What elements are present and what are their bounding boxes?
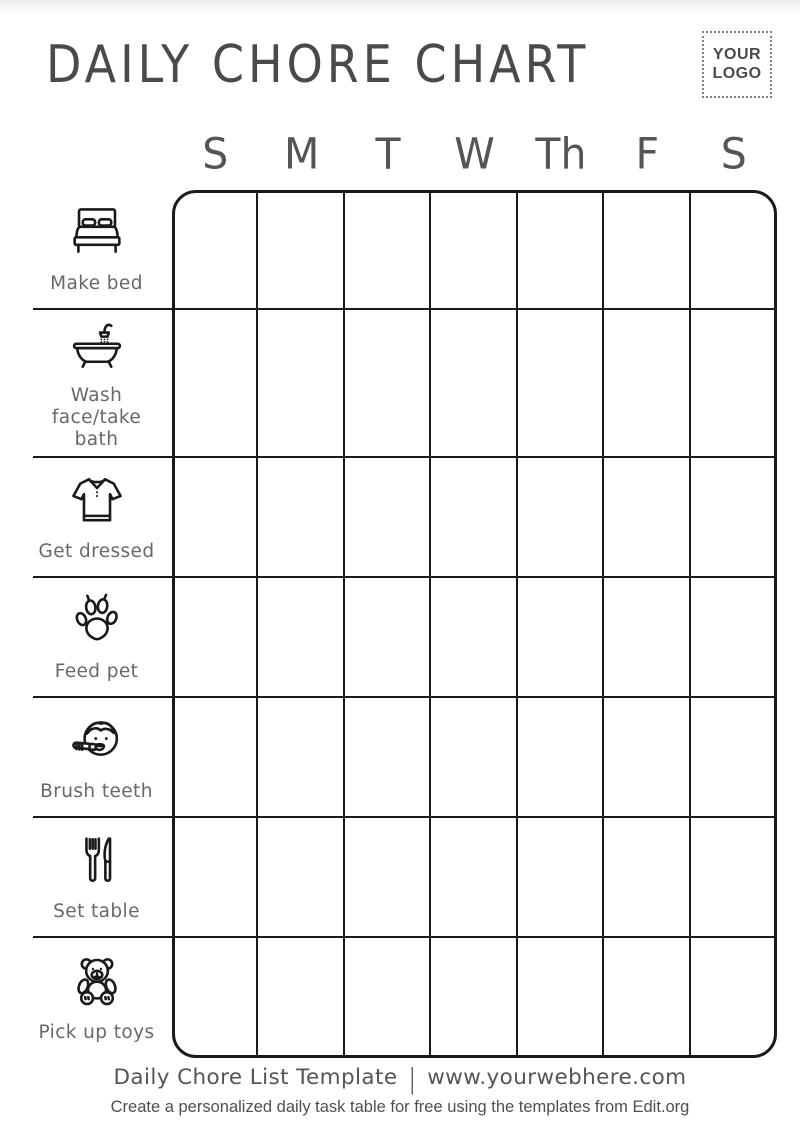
chore-table	[33, 190, 777, 1058]
chore-cell[interactable]	[345, 578, 431, 698]
chore-cell[interactable]	[518, 578, 604, 698]
chore-cell[interactable]	[172, 190, 258, 310]
chore-cell[interactable]	[172, 578, 258, 698]
chore-cell[interactable]	[604, 698, 690, 818]
day-header-2: M	[283, 128, 320, 180]
chore-cell[interactable]	[518, 190, 604, 310]
day-header-3: T	[375, 128, 401, 180]
chore-cell[interactable]	[345, 938, 431, 1058]
chore-row-label	[33, 698, 172, 818]
chore-cell[interactable]	[431, 698, 517, 818]
chore-cell[interactable]	[518, 310, 604, 458]
chore-cell[interactable]	[172, 818, 258, 938]
footer-tagline: Create a personalized daily task table for free using the templates from Edit.org	[110, 1098, 690, 1116]
day-header-1: S	[202, 128, 229, 180]
chore-label: Set table	[53, 900, 140, 922]
days-header	[172, 124, 777, 184]
chore-cell[interactable]	[345, 310, 431, 458]
logo-placeholder[interactable]	[702, 31, 772, 98]
chore-label: Get dressed	[38, 540, 155, 562]
chore-label: Wash face/take bath	[51, 384, 142, 450]
footer-credit	[0, 1062, 800, 1095]
bed-icon	[66, 202, 128, 264]
chore-cell[interactable]	[691, 310, 777, 458]
chore-cell[interactable]	[604, 938, 690, 1058]
chore-row-label	[33, 458, 172, 578]
logo-text-line: YOUR	[712, 46, 762, 64]
toothbrush-face-icon	[66, 710, 128, 772]
chore-cell[interactable]	[518, 458, 604, 578]
day-header-5: Th	[535, 128, 587, 180]
chore-cell[interactable]	[345, 458, 431, 578]
chore-row-label	[33, 578, 172, 698]
chore-label: Make bed	[50, 272, 143, 294]
chore-cell[interactable]	[345, 818, 431, 938]
logo-text-line: LOGO	[712, 64, 762, 82]
chore-label: Pick up toys	[38, 1021, 155, 1043]
chore-cell[interactable]	[345, 698, 431, 818]
chore-row-label	[33, 938, 172, 1058]
chore-cell[interactable]	[518, 818, 604, 938]
chore-cell[interactable]	[258, 818, 344, 938]
chore-cell[interactable]	[691, 698, 777, 818]
teddy-bear-icon	[66, 951, 128, 1013]
chore-cell[interactable]	[258, 310, 344, 458]
chore-cell[interactable]	[691, 190, 777, 310]
chore-cell[interactable]	[604, 310, 690, 458]
chore-cell[interactable]	[691, 818, 777, 938]
chore-cell[interactable]	[604, 190, 690, 310]
chore-cell[interactable]	[431, 190, 517, 310]
chore-cell[interactable]	[258, 458, 344, 578]
chore-cell[interactable]	[172, 310, 258, 458]
footer-template-name: Daily Chore List Template	[113, 1065, 398, 1090]
chore-row-label	[33, 818, 172, 938]
chore-cell[interactable]	[345, 190, 431, 310]
chore-cell[interactable]	[691, 458, 777, 578]
cutlery-icon	[66, 830, 128, 892]
chore-cell[interactable]	[172, 698, 258, 818]
paw-icon	[66, 590, 128, 652]
chore-cell[interactable]	[431, 310, 517, 458]
chore-cell[interactable]	[431, 818, 517, 938]
chore-cell[interactable]	[604, 578, 690, 698]
chore-cell[interactable]	[172, 458, 258, 578]
day-header-6: F	[635, 128, 660, 180]
chore-cell[interactable]	[691, 938, 777, 1058]
chore-cell[interactable]	[518, 698, 604, 818]
chore-cell[interactable]	[431, 458, 517, 578]
day-header-7: S	[720, 128, 747, 180]
chore-cell[interactable]	[691, 578, 777, 698]
chore-row-label	[33, 310, 172, 458]
chore-cell[interactable]	[518, 938, 604, 1058]
chore-cell[interactable]	[604, 458, 690, 578]
chore-row-label	[33, 190, 172, 310]
chore-cell[interactable]	[172, 938, 258, 1058]
footer-website: www.yourwebhere.com	[427, 1065, 687, 1090]
chore-cell[interactable]	[258, 190, 344, 310]
day-header-4: W	[454, 128, 495, 180]
chore-cell[interactable]	[258, 578, 344, 698]
chore-cell[interactable]	[258, 698, 344, 818]
chore-label: Feed pet	[54, 660, 139, 682]
bathtub-icon	[66, 314, 128, 376]
page-title: DAILY CHORE CHART	[46, 34, 590, 95]
chore-label: Brush teeth	[40, 780, 153, 802]
chore-cell[interactable]	[431, 938, 517, 1058]
chore-cell[interactable]	[258, 938, 344, 1058]
chore-cell[interactable]	[604, 818, 690, 938]
footer-separator: |	[407, 1062, 418, 1095]
shirt-icon	[66, 470, 128, 532]
chore-cell[interactable]	[431, 578, 517, 698]
